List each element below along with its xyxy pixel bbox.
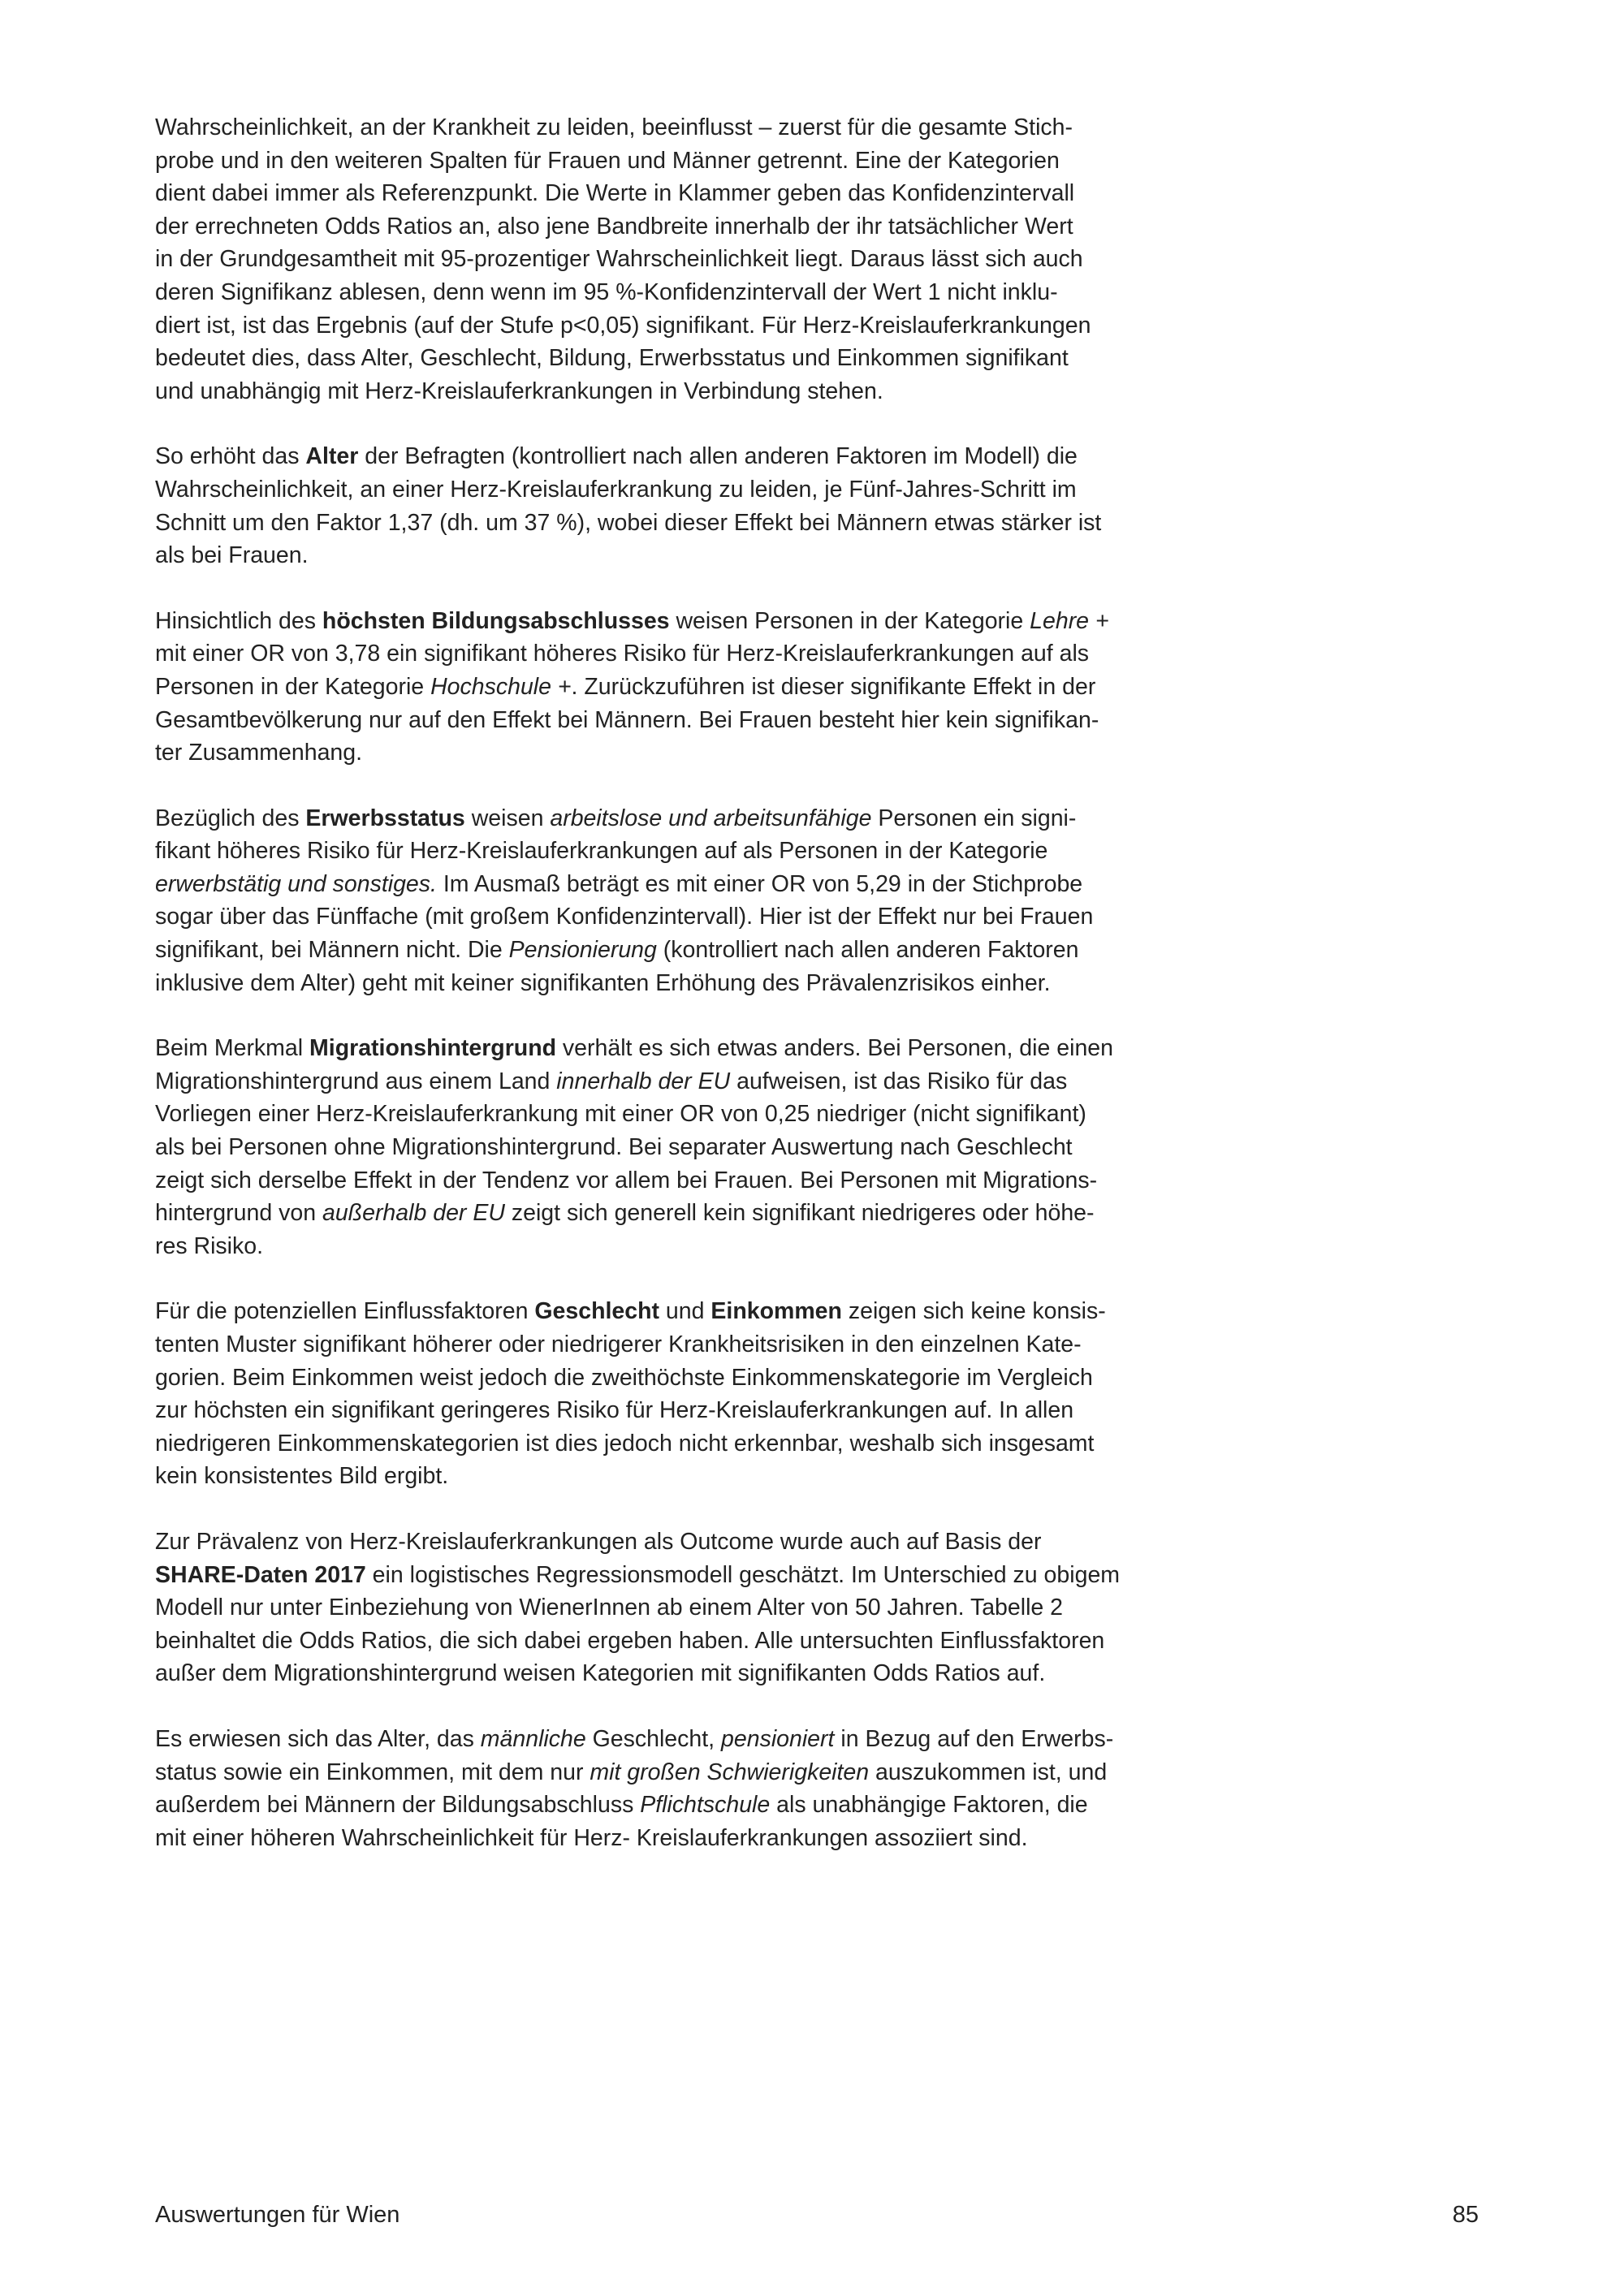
text-line: SHARE-Daten 2017 ein logistisches Regressionsmodell geschätzt. Im Unterschied zu obigem bbox=[155, 1561, 1121, 1588]
paragraph bbox=[155, 605, 1150, 770]
footer-section-title: Auswertungen für Wien bbox=[155, 2202, 400, 2228]
text-line: Hinsichtlich des höchsten Bildungsabschlusses weisen Personen in der Kategorie Lehre + bbox=[155, 607, 1109, 634]
italic-term: pensioniert bbox=[721, 1725, 835, 1752]
italic-term: erwerbstätig und sonstiges. bbox=[155, 870, 437, 897]
text-line: diert ist, ist das Ergebnis (auf der Stufe p<0,05) signifikant. Für Herz-Kreislauferkrankungen bbox=[155, 312, 1091, 339]
text-line: So erhöht das Alter der Befragten (kontrolliert nach allen anderen Faktoren im Modell) die bbox=[155, 443, 1078, 470]
text-line: zur höchsten ein signifikant geringeres Risiko für Herz-Kreislauferkrankungen auf. In allen bbox=[155, 1397, 1074, 1424]
italic-term: außerhalb der EU bbox=[322, 1200, 505, 1227]
bold-term: Erwerbsstatus bbox=[305, 805, 465, 831]
paragraph bbox=[155, 111, 1150, 408]
text-line: hintergrund von außerhalb der EU zeigt sich generell kein signifikant niedrigeres oder höhe- bbox=[155, 1200, 1095, 1227]
text-line: der errechneten Odds Ratios an, also jene Bandbreite innerhalb der ihr tatsächlicher Wert bbox=[155, 213, 1073, 240]
italic-term: Hochschule + bbox=[430, 673, 572, 700]
paragraph bbox=[155, 440, 1150, 572]
text-line: gorien. Beim Einkommen weist jedoch die zweithöchste Einkommenskategorie im Vergleich bbox=[155, 1364, 1093, 1391]
bold-term: SHARE-Daten 2017 bbox=[155, 1561, 366, 1588]
italic-term: arbeitslose und arbeitsunfähige bbox=[550, 805, 872, 831]
italic-term: männliche bbox=[480, 1725, 586, 1752]
text-line: Gesamtbevölkerung nur auf den Effekt bei Männern. Bei Frauen besteht hier kein signifikan- bbox=[155, 706, 1099, 733]
bold-term: Alter bbox=[305, 443, 359, 470]
text-line: in der Grundgesamtheit mit 95-prozentiger Wahrscheinlichkeit liegt. Daraus lässt sich auch bbox=[155, 246, 1083, 273]
bold-term: Einkommen bbox=[710, 1298, 842, 1325]
text-line: beinhaltet die Odds Ratios, die sich dabei ergeben haben. Alle untersuchten Einflussfaktoren bbox=[155, 1627, 1105, 1654]
paragraph bbox=[155, 1723, 1150, 1854]
text-line: als bei Frauen. bbox=[155, 542, 309, 569]
text-line: Bezüglich des Erwerbsstatus weisen arbeitslose und arbeitsunfähige Personen ein signi- bbox=[155, 805, 1077, 831]
text-line: fikant höheres Risiko für Herz-Kreislauferkrankungen auf als Personen in der Kategorie bbox=[155, 838, 1048, 865]
text-line: dient dabei immer als Referenzpunkt. Die Werte in Klammer geben das Konfidenzintervall bbox=[155, 180, 1075, 207]
page-number: 85 bbox=[1452, 2202, 1479, 2228]
text-line: sogar über das Fünffache (mit großem Konfidenzintervall). Hier ist der Effekt nur bei Frauen bbox=[155, 904, 1094, 930]
text-line: zeigt sich derselbe Effekt in der Tendenz vor allem bei Frauen. Bei Personen mit Migrations- bbox=[155, 1167, 1098, 1193]
text-line: Modell nur unter Einbeziehung von WienerInnen ab einem Alter von 50 Jahren. Tabelle 2 bbox=[155, 1595, 1064, 1621]
body-text bbox=[155, 111, 1150, 1887]
paragraph bbox=[155, 1032, 1150, 1262]
text-line: Wahrscheinlichkeit, an der Krankheit zu leiden, beeinflusst – zuerst für die gesamte Stich- bbox=[155, 114, 1073, 140]
text-line: außer dem Migrationshintergrund weisen Kategorien mit signifikanten Odds Ratios auf. bbox=[155, 1660, 1046, 1687]
italic-term: Pensionierung bbox=[508, 937, 657, 964]
text-line: Beim Merkmal Migrationshintergrund verhält es sich etwas anders. Bei Personen, die einen bbox=[155, 1035, 1113, 1062]
italic-term: Lehre + bbox=[1030, 607, 1109, 634]
text-line: Schnitt um den Faktor 1,37 (dh. um 37 %), wobei dieser Effekt bei Männern etwas stärker ist bbox=[155, 509, 1102, 536]
text-line: tenten Muster signifikant höherer oder niedrigerer Krankheitsrisiken in den einzelnen Kate- bbox=[155, 1331, 1082, 1357]
text-line: signifikant, bei Männern nicht. Die Pensionierung (kontrolliert nach allen anderen Faktoren bbox=[155, 937, 1079, 964]
paragraph bbox=[155, 1526, 1150, 1690]
text-line: deren Signifikanz ablesen, denn wenn im 95 %-Konfidenzintervall der Wert 1 nicht inklu- bbox=[155, 278, 1058, 305]
text-line: erwerbstätig und sonstiges. Im Ausmaß beträgt es mit einer OR von 5,29 in der Stichprobe bbox=[155, 870, 1083, 897]
text-line: Migrationshintergrund aus einem Land innerhalb der EU aufweisen, ist das Risiko für das bbox=[155, 1068, 1068, 1094]
text-line: Es erwiesen sich das Alter, das männliche Geschlecht, pensioniert in Bezug auf den Erwerbs- bbox=[155, 1725, 1114, 1752]
text-line: außerdem bei Männern der Bildungsabschluss Pflichtschule als unabhängige Faktoren, die bbox=[155, 1792, 1088, 1819]
paragraph bbox=[155, 802, 1150, 1000]
bold-term: höchsten Bildungsabschlusses bbox=[322, 607, 670, 634]
paragraph bbox=[155, 1295, 1150, 1493]
bold-term: Geschlecht bbox=[534, 1298, 659, 1325]
text-line: Personen in der Kategorie Hochschule +. Zurückzuführen ist dieser signifikante Effekt in der bbox=[155, 673, 1096, 700]
text-line: bedeutet dies, dass Alter, Geschlecht, Bildung, Erwerbsstatus und Einkommen signifikant bbox=[155, 345, 1069, 372]
text-line: mit einer höheren Wahrscheinlichkeit für Herz- Kreislauferkrankungen assoziiert sind. bbox=[155, 1824, 1028, 1851]
text-line: mit einer OR von 3,78 ein signifikant höheres Risiko für Herz-Kreislauferkrankungen auf als bbox=[155, 641, 1090, 667]
bold-term: Migrationshintergrund bbox=[309, 1035, 557, 1062]
text-line: res Risiko. bbox=[155, 1232, 264, 1259]
text-line: niedrigeren Einkommenskategorien ist dies jedoch nicht erkennbar, weshalb sich insgesamt bbox=[155, 1430, 1095, 1457]
text-line: kein konsistentes Bild ergibt. bbox=[155, 1463, 449, 1490]
italic-term: innerhalb der EU bbox=[556, 1068, 731, 1094]
text-line: und unabhängig mit Herz-Kreislauferkrankungen in Verbindung stehen. bbox=[155, 378, 883, 404]
text-line: Zur Prävalenz von Herz-Kreislauferkrankungen als Outcome wurde auch auf Basis der bbox=[155, 1528, 1042, 1555]
text-line: als bei Personen ohne Migrationshintergrund. Bei separater Auswertung nach Geschlecht bbox=[155, 1134, 1073, 1161]
text-line: Wahrscheinlichkeit, an einer Herz-Kreislauferkrankung zu leiden, je Fünf-Jahres-Schritt im bbox=[155, 476, 1077, 503]
text-line: probe und in den weiteren Spalten für Frauen und Männer getrennt. Eine der Kategorien bbox=[155, 147, 1060, 174]
italic-term: Pflichtschule bbox=[640, 1792, 771, 1819]
text-line: status sowie ein Einkommen, mit dem nur mit großen Schwierigkeiten auszukommen ist, und bbox=[155, 1759, 1108, 1785]
text-line: Für die potenziellen Einflussfaktoren Geschlecht und Einkommen zeigen sich keine konsis- bbox=[155, 1298, 1106, 1325]
text-line: Vorliegen einer Herz-Kreislauferkrankung mit einer OR von 0,25 niedriger (nicht signifikant) bbox=[155, 1101, 1086, 1128]
italic-term: mit großen Schwierigkeiten bbox=[590, 1759, 870, 1785]
text-line: ter Zusammenhang. bbox=[155, 740, 363, 766]
text-line: inklusive dem Alter) geht mit keiner signifikanten Erhöhung des Prävalenzrisikos einher. bbox=[155, 969, 1051, 996]
